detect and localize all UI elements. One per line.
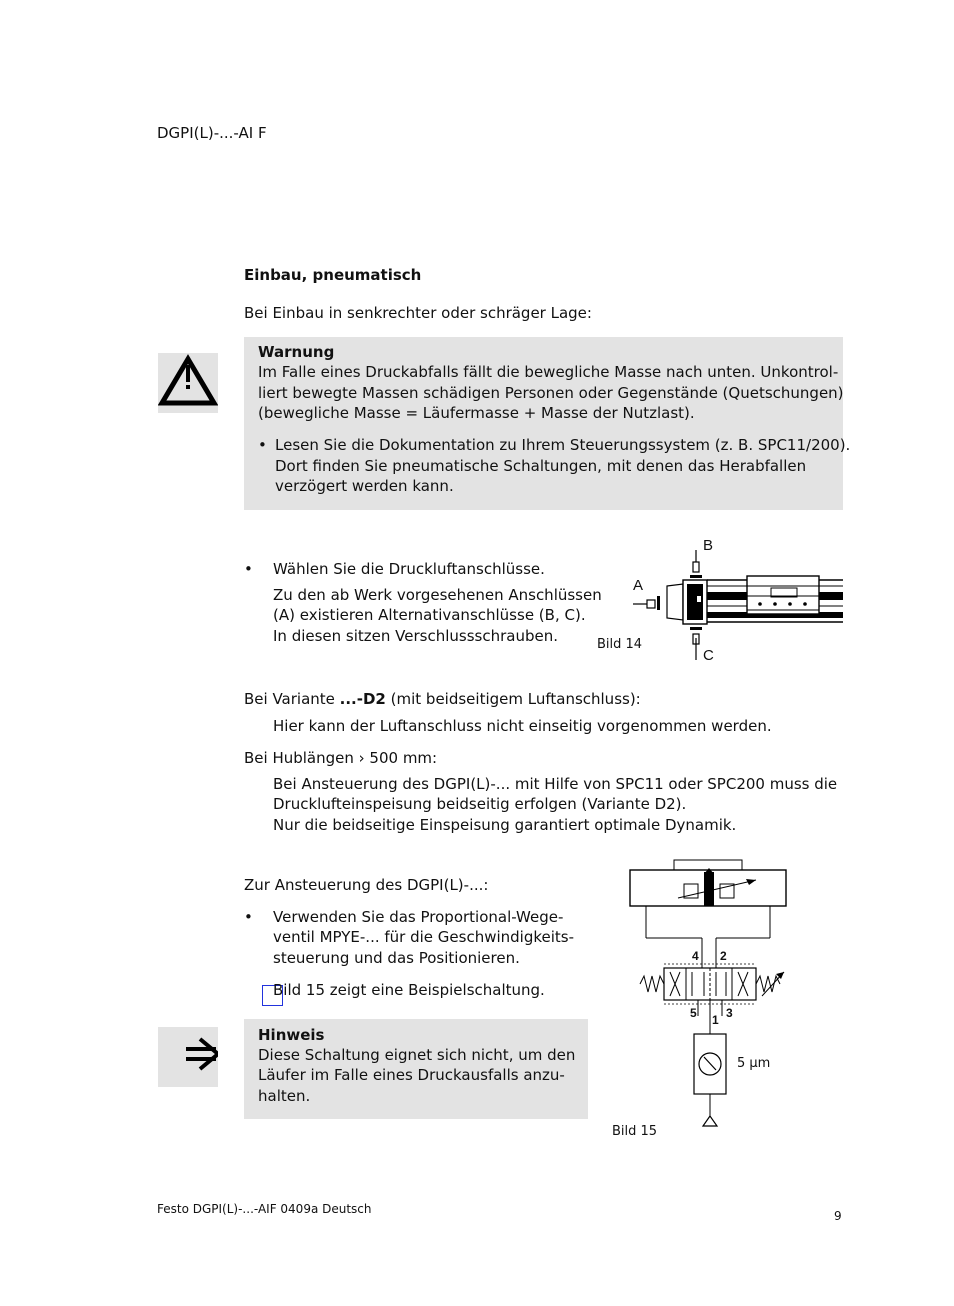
control-heading: Zur Ansteuerung des DGPI(L)-...: <box>244 876 489 894</box>
variant-line <box>244 689 641 709</box>
ports-item: Wählen Sie die Druckluftanschlüsse. <box>273 560 545 578</box>
figure-14-caption: Bild 14 <box>597 637 643 652</box>
footer-left: Festo DGPI(L)-...-AIF 0409a Deutsch <box>157 1202 372 1216</box>
figure-14-label-b: B <box>703 537 714 554</box>
control-ref: Bild 15 zeigt eine Beispielschaltung. <box>273 981 545 999</box>
figure-15-port-1: 1 <box>712 1013 719 1027</box>
stroke-line: Nur die beidseitige Einspeisung garantiert optimale Dynamik. <box>273 816 737 834</box>
control-bullet: • <box>244 908 253 926</box>
figure-15-port-3: 3 <box>726 1006 733 1020</box>
figure-15-port-2: 2 <box>720 949 727 963</box>
control-line: Verwenden Sie das Proportional-Wege- <box>273 908 564 926</box>
figure-15-circuit <box>628 858 793 1133</box>
warning-bullet-line: Lesen Sie die Dokumentation zu Ihrem Steuerungssystem (z. B. SPC11/200). <box>275 436 851 454</box>
stroke-line: Drucklufteinspeisung beidseitig erfolgen (Variante D2). <box>273 795 687 813</box>
control-line: steuerung und das Positionieren. <box>273 949 520 967</box>
warning-line: Im Falle eines Druckabfalls fällt die bewegliche Masse nach unten. Unkontrol- <box>258 363 839 381</box>
ports-line: (A) existieren Alternativanschlüsse (B, C). <box>273 606 586 624</box>
warning-bullet-line: Dort finden Sie pneumatische Schaltungen, mit denen das Herabfallen <box>275 457 807 475</box>
warning-bullet: • <box>258 436 267 454</box>
note-icon-box <box>158 1027 218 1087</box>
note-line: Läufer im Falle eines Druckausfalls anzu- <box>258 1066 565 1084</box>
control-line: ventil MPYE-... für die Geschwindigkeits- <box>273 928 575 946</box>
ports-bullet: • <box>244 560 253 578</box>
stroke-line: Bei Ansteuerung des DGPI(L)-... mit Hilfe von SPC11 oder SPC200 muss die <box>273 775 838 793</box>
figure-14-label-c: C <box>703 647 714 664</box>
warning-line: (bewegliche Masse = Läufermasse + Masse der Nutzlast). <box>258 404 695 422</box>
variant-suffix: (mit beidseitigem Luftanschluss): <box>385 690 641 708</box>
figure-15-port-5: 5 <box>690 1006 697 1020</box>
variant-prefix: Bei Variante <box>244 690 340 708</box>
figure-14-label-a: A <box>633 577 644 594</box>
footer-page-number: 9 <box>834 1209 842 1223</box>
warning-bullet-line: verzögert werden kann. <box>275 477 454 495</box>
section-intro: Bei Einbau in senkrechter oder schräger Lage: <box>244 304 592 322</box>
figure-15-caption: Bild 15 <box>612 1124 658 1139</box>
figure-15-port-4: 4 <box>692 949 699 963</box>
warning-title: Warnung <box>258 343 335 361</box>
figure-14-drawing <box>625 538 845 666</box>
warning-icon-box <box>158 353 218 413</box>
note-line: Diese Schaltung eignet sich nicht, um den <box>258 1046 576 1064</box>
section-title: Einbau, pneumatisch <box>244 266 422 284</box>
note-line: halten. <box>258 1087 311 1105</box>
stroke-heading: Bei Hublängen › 500 mm: <box>244 749 438 767</box>
note-title: Hinweis <box>258 1026 325 1044</box>
warning-line: liert bewegte Massen schädigen Personen oder Gegenstände (Quetschungen) <box>258 384 844 402</box>
arrow-right-icon <box>158 1027 218 1087</box>
variant-text: Hier kann der Luftanschluss nicht einseitig vorgenommen werden. <box>273 717 772 735</box>
warning-triangle-icon <box>158 353 218 413</box>
variant-code: ...-D2 <box>339 690 386 708</box>
ports-line: In diesen sitzen Verschlussschrauben. <box>273 627 558 645</box>
header-product: DGPI(L)-...-AI F <box>157 124 267 142</box>
ports-line: Zu den ab Werk vorgesehenen Anschlüssen <box>273 586 602 604</box>
figure-15-filter-label: 5 µm <box>737 1056 771 1071</box>
